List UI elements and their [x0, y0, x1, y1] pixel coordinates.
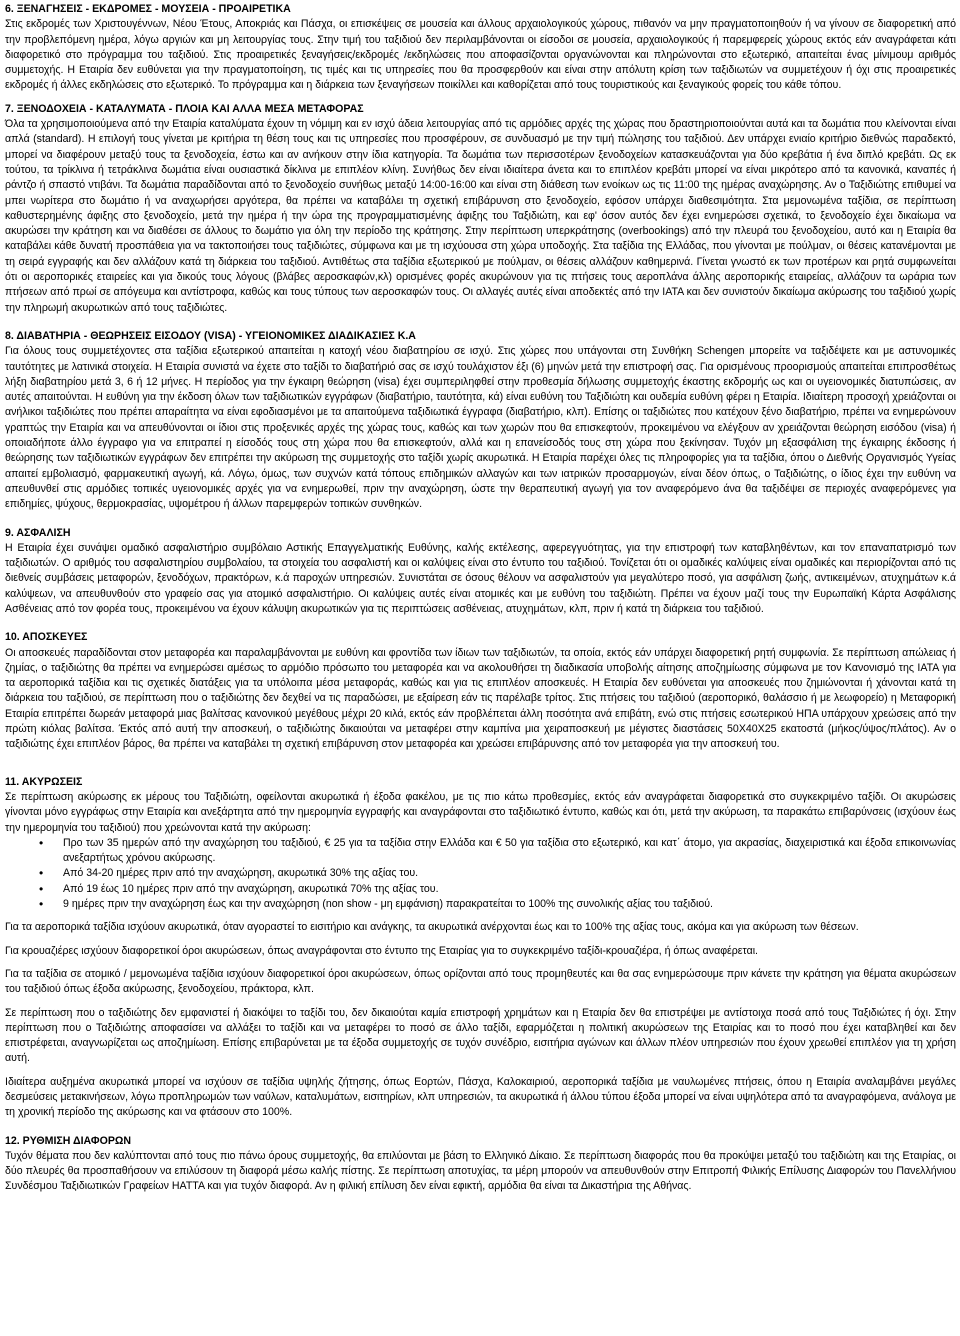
section-12-title: 12. ΡΥΘΜΙΣΗ ΔΙΑΦΟΡΩΝ	[5, 1134, 132, 1147]
section-12-text: Τυχόν θέματα που δεν καλύπτονται από τους πιο πάνω όρους συμμετοχής, θα επιλύονται με βάση το Ελληνικό Δίκαιο. Σε περίπτωση διαφοράς που θα προκύψει μεταξύ του ταξιδιώτη και της Εταιρίας, οι δύο πλευρές θα προσπαθήσουν να επιλύσουν τη διαφορά μέσω καλής πίστης. Σε περίπτωση αποτυχίας, τα μέρη μπορούν να απευθυνθούν στην Επιτροπή Φιλικής Επίλυσης Διαφορών του Πανελλήνιου Συνδέσμου Ταξιδιωτικών Γραφείων ΗΑΤΤΑ και για τυχόν διαφορά. Αν η φιλική επίλυση δεν είναι εφικτή, αρμόδια θα είναι τα Δικαστήρια της Αθήνας.	[5, 1149, 956, 1193]
section-7-text: Όλα τα χρησιμοποιούμενα από την Εταιρία καταλύματα έχουν τη νόμιμη και εν ισχύ άδεια λειτουργίας από τις αρμόδιες αρχές της χώρας που δραστηριοποιούνται αυτά και τα δωμάτια που κλείνονται είναι απλά (standard). Η επιλογή τους γίνεται με κριτήρια τη θέση τους και τις υπηρεσίες που προσφέρουν, σε συνδυασμό με την τιμή πώλησης του ταξιδιού. Δεν υπάρχει ενιαίο κριτήριο διεθνώς παραδεκτό, μπορεί να διαφέρουν μεταξύ τους τα ξενοδοχεία, έστω και αν ανήκουν στην ίδια κατηγορία. Τα δωμάτια των περισσοτέρων ξενοδοχείων κατασκευάζονται για δύο κρεβάτια ή ένα διπλό κρεβάτι. Ως εκ τούτου, τα τρίκλινα ή τετράκλινα δωμάτια είναι ουσιαστικά δίκλινα με επιπλέον κλίνη. Συνήθως δεν είναι ιδιαίτερα άνετα και το επιπλέον κρεβάτι μπορεί να είναι μικρότερο από τα κανονικά, καναπές ή ράντζο ή σπαστό ντιβάνι. Τα δωμάτια παραδίδονται από το ξενοδοχείο συνήθως μεταξύ 14:00-16:00 και είναι στη διάθεση των ενοίκων ως τις 11:00 της ημέρας αναχώρησης. Αν ο Ταξιδιώτης επιθυμεί να μπει νωρίτερα στο δωμάτιο ή να αναχωρήσει αργότερα, θα πρέπει να καταβάλει τη σχετική επιβάρυνση στο ξενοδοχείο, εφόσον υπάρχει διαθεσιμότητα. Στα μεμονωμένα ταξίδια, σε περίπτωση καθυστερημένης άφιξης στο ξενοδοχείο, μετά την ημέρα ή την ώρα της προγραμματισμένης άφιξης του Ταξιδιώτη, και εφ' όσον αυτός δεν έχει ενημερώσει σχετικά, το ξενοδοχείο έχει δικαίωμα να ακυρώσει την κράτηση και να διαθέσει σε άλλους το δωμάτιο για όλη την περίοδο της κράτησης. Στην περίπτωση υπερκράτησης (overbookings) από την πλευρά του ξενοδοχείου, αυτό και η Εταιρία θα καταβάλει κάθε δυνατή προσπάθεια για να τακτοποιήσει τους ταξιδιώτες, σύμφωνα και με τη ισχύουσα στη χώρα υποδοχής. Στα ταξίδια της Ελλάδας, που γίνονται με πούλμαν, οι θέσεις κατανέμονται με τη σειρά εγγραφής και δεν αλλάζουν κατά τη διάρκεια του ταξιδιού. Αντιθέτως στα ταξίδια εξωτερικού με πούλμαν, οι θέσεις αλλάζουν καθημερινά. Γίνεται γνωστό εκ των προτέρων και ρητά συμφωνείται ότι οι αεροπορικές εταιρείες και για δικούς τους λόγους (βλάβες αεροσκαφών,κλ) ορισμένες φορές ακυρώνουν για τις πτήσεις τους αεροπλάνα άλλης αεροπορικής εταιρείας, αλλάζουν τα ωράρια των πτήσεων από πρωί σε απόγευμα και αντίστροφα, καθώς και τους τύπους των αεροσκαφών τους. Οι αλλαγές αυτές είναι αποδεκτές από την ΙΑΤΑ και δεν συνιστούν δικαίωμα ακύρωσης του ταξιδιού χωρίς την πληρωμή ακυρωτικών από τους ταξιδιώτες.	[5, 118, 956, 314]
section-10-text: Οι αποσκευές παραδίδονται στον μεταφορέα και παραλαμβάνονται με ευθύνη και φροντίδα των ίδιων των ταξιδιωτών, τα οποία, εκτός εάν υπάρχει διαφορετική ρητή συμφωνία. Σε περίπτωση απώλειας ή ζημίας, ο ταξιδιώτης θα πρέπει να ενημερώσει αμέσως το αρμόδιο πρόσωπο του μεταφορέα και να ακολουθήσει τη διαδικασία υποβολής αίτησης αποζημίωσης σύμφωνα με τον Κανονισμό της ΙΑΤΑ για τα αεροπορικά ταξίδια και τις σχετικές διατάξεις για τα υπόλοιπα μέσα μεταφοράς, καθώς και για τις επιπλέον αποσκευές. Η Εταιρία δεν ευθύνεται για αποσκευές που ζημιώνονται ή χάνονται κατά τη διάρκεια του ταξιδιού, σε περίπτωση που ο ταξιδιώτης δεν δεχθεί να τις παραδώσει, με εξαίρεση εάν τις παρέλαβε τρίτος. Στις πτήσεις του ταξιδιού (αεροπορικό, θαλάσσιο ή με λεωφορείο) η Μεταφορική Εταιρία επιτρέπει δωρεάν μεταφορά μιας βαλίτσας κανονικού μεγέθους μέχρι 20 κιλά, εκτός εάν προβλέπεται άλλη ποσότητα ανά επιβάτη, ενώ στις πτήσεις εσωτερικού ΗΠΑ υπάρχουν χρεώσεις από την πρώτη κιόλας βαλίτσα. Έκτός από αυτή την αποσκευή, ο ταξιδιώτης δικαιούται να μεταφέρει στην καμπίνα μια χειραποσκευή με μέγιστες διαστάσεις 50Χ40Χ25 εκατοστά (μήκος/ύψος/πλάτος). Αν ο ταξιδιώτης έχει επιπλέον βάρος, θα πρέπει να καταβάλει τη σχετική επιβάρυνση στον μεταφορέα και χρεώσει επιβάρυνσης από τον μεταφορέα για την αποσκευή του.	[5, 646, 956, 751]
list-item: • Προ των 35 ημερών από την αναχώρηση του ταξιδιού, € 25 για τα ταξίδια στην Ελλάδα και € 50 για ταξίδια στο εξωτερικό, και κατ΄ άτομο, για ακρασίας, διαχειριστικά και έξοδα επικοινωνίας ανεξαρτήτως χρόνου ακύρωσης.	[63, 836, 956, 867]
section-11-noshow-text: Σε περίπτωση που ο ταξιδιώτης δεν εμφανιστεί ή διακόψει το ταξίδι του, δεν δικαιούται καμία επιστροφή χρημάτων και η Εταιρία δεν θα επιστρέψει με αντίστοιχα ποσά από τους Ταξιδιώτες ή όχι. Στην περίπτωση που ο Ταξιδιώτης αποφασίσει να αλλάξει το ταξίδι και να μεταφέρει το ποσό σε άλλο ταξίδι, εφαρμόζεται η πολιτική ακυρώσεων της Εταιρίας και το ποσό που έχει καταβληθεί και δεν επιστρέφεται, αναγνωρίζεται ως αποζημίωση. Επίσης επιβαρύνεται με τα έξοδα συμμετοχής σε τυχόν συνέδριο, εισιτήρια αγώνων και άλλων πλέον υπηρεσιών που έχουν χρεωθεί επιπλέον για τη χρήση αυτή.	[5, 1006, 956, 1065]
section-6-text: Στις εκδρομές των Χριστουγέννων, Νέου Έτους, Αποκριάς και Πάσχα, οι επισκέψεις σε μουσεία και άλλους αρχαιολογικούς χώρους, πιθανόν να μην πραγματοποιηθούν ή να γίνουν σε διαφορετική από την προβλεπόμενη ημέρα, λόγω αργιών και μη λειτουργίας τους. Στην τιμή του ταξιδιού δεν περιλαμβάνονται οι είσοδοι σε μουσεία, αρχαιολογικούς ή παρεμφερείς χώρους εκτός εάν αναγράφεται κάτι διαφορετικό στο πρόγραμμα του ταξιδιού. Στις προαιρετικές ξεναγήσεις/εκδρομές /εκδηλώσεις που αποφασίζονται οργανώνονται και πληρώνονται στο εξωτερικό, απαιτείται ένας μίνιμουμ αριθμός συμμετοχής. Η Εταιρία δεν ευθύνεται για την πραγματοποίηση, τις τιμές και τις υπηρεσίες που θα προσφερθούν και είναι στην απόλυτη κρίση των ταξιδιωτών να συμμετέχουν ή όχι στις προαιρετικές εκδρομές ή άλλες εκδηλώσεις στο εξωτερικό. Το πρόγραμμα και η διάρκεια των ξεναγήσεων ποικίλλει και καθορίζεται από τους τουριστικούς και ξεναγικούς φορείς του κάθε τόπου.	[5, 18, 956, 92]
section-7-title: 7. ΞΕΝΟΔΟΧΕΙΑ - ΚΑΤΑΛΥΜΑΤΑ - ΠΛΟΙΑ ΚΑΙ ΑΛΛΑ ΜΕΣΑ ΜΕΤΑΦΟΡΑΣ	[5, 102, 364, 115]
list-item: • Από 34-20 ημέρες πριν από την αναχώρηση, ακυρωτικά 30% της αξίας του.	[63, 866, 956, 881]
section-10-title: 10. ΑΠΟΣΚΕΥΕΣ	[5, 631, 88, 644]
cancellation-terms-list	[5, 836, 956, 912]
section-8-text: Για όλους τους συμμετέχοντες στα ταξίδια εξωτερικού απαιτείται η κατοχή νέου διαβατηρίου σε ισχύ. Στις χώρες που υπάγονται στη Συνθήκη Schengen μπορείτε να ταξιδέψετε και με αστυνομικές ταυτότητες με λατινικά στοιχεία. Η Εταιρία συνιστά να έχετε στο ταξίδι το διαβατήριό σας σε ισχύ τουλάχιστον έξι (6) μηνών μετά την επιστροφή σας. Για ορισμένους προορισμούς απαιτείται επιπροσθέτως λήξη διαβατηρίου μετά 3, 6 ή 12 μήνες. Η περίοδος για την έγκαιρη θεώρηση (visa) έχει συμπεριληφθεί στην προθεσμία δήλωσης συμμετοχής έκαστης εκδρομής ως και οι υγειονομικές διατυπώσεις, αν αυτές απαιτούνται. Η ευθύνη για την έκδοση όλων των ταξιδιωτικών εγγράφων (διαβατήριο, ταυτότητα, κά) είναι ευθύνη του Ταξιδιώτη και ουδεμία ευθύνη φέρει η Εταιρία. Ιδιαίτερη προσοχή χρειάζονται οι ανήλικοι ταξιδιώτες που πρέπει απαραίτητα να είναι εφοδιασμένοι με τα απαιτούμενα ταξιδιωτικά έγγραφα (διαβατήριο, κλπ). Επίσης οι ταξιδιώτες που κατέχουν ξένο διαβατήριο, πρέπει να ενημερώνουν γραπτώς την Εταιρία και να απευθύνονται οι ίδιοι στις προξενικές αρχές της χώρας τους, καθώς και των χωρών που θα επισκεφτούν, προκειμένου να ελέγξουν αν χρειάζονται θεώρηση εισόδου (visa) ή οποιαδήποτε άλλο έγγραφο για να επιτραπεί η είσοδός τους στη χώρα που θα επισκεφτούν, αλλά και η επανείσοδός τους στη χώρα που ξεκίνησαν. Τυχόν μη εξασφάλιση της έγκαιρης έκδοσης ή θεώρησης των ταξιδιωτικών εγγράφων δεν επιτρέπει την ακύρωση της συμμετοχής στο ταξίδι χωρίς ακυρωτικά. Η Εταιρία παρέχει όλες τις πληροφορίες για τα ταξίδια, όπου ο Διεθνής Οργανισμός Υγείας απαιτεί εμβολιασμό, φαρμακευτική αγωγή, κά. Λόγω, όμως, των συχνών κατά τόπους επιδημικών αλλαγών και των ιατρικών προσαρμογών, είναι δέον όπως, ο Ταξιδιώτης, ο ίδιος έχει την ευθύνη να απευθυνθεί στις αρμόδιες τοπικές υγειονομικές αρχές για να ενημερωθεί, πριν την αναχώρηση, ώστε την θεραπευτική αγωγή για τον αναφερόμενο άνα θα ταξιδέψει σε περιοχές αναφερόμενες για επιδημίες, ψύχους, θερμοκρασίας, υψομέτρου ή άλλων παρεμφερών τοπικών συνθηκών.	[5, 345, 956, 511]
section-11-title: 11. ΑΚΥΡΩΣΕΙΣ	[5, 775, 83, 788]
section-9-title: 9. ΑΣΦΑΛΙΣΗ	[5, 526, 71, 539]
section-6-title: 6. ΞΕΝΑΓΗΣΕΙΣ - ΕΚΔΡΟΜΕΣ - ΜΟΥΣΕΙΑ - ΠΡΟΑΙΡΕΤΙΚΑ	[5, 3, 291, 15]
section-11-peak-text: Ιδιαίτερα αυξημένα ακυρωτικά μπορεί να ισχύουν σε ταξίδια υψηλής ζήτησης, όπως Εορτών, Πάσχα, Καλοκαιριού, αεροπορικά ταξίδια με ναυλωμένες πτήσεις, όπου η Εταιρία αναλαμβάνει μεγάλες δεσμεύσεις μετακινήσεων, λόγω προπληρωμών των ναύλων, καταλυμάτων, εισιτηρίων, κλπ υπηρεσιών, τα ακυρωτικά ή άλλου τύπου έξοδα μπορεί να είναι υψηλότερα από τα αναγραφόμενα, ανάλογα με τη χρονική περίοδο της ακύρωσης και να φτάσουν στο 100%.	[5, 1075, 956, 1119]
section-11-cruise-text: Για κρουαζιέρες ισχύουν διαφορετικοί όροι ακυρώσεων, όπως αναγράφονται στο έντυπο της Εταιρίας για το συγκεκριμένο ταξίδι-κρουαζιέρα, ή όπως αναφέρεται.	[5, 944, 758, 957]
section-11-intro: Σε περίπτωση ακύρωσης εκ μέρους του Ταξιδιώτη, οφείλονται ακυρωτικά ή έξοδα φακέλου, με τις πιο κάτω προθεσμίες, εκτός εάν αναγράφεται διαφορετικά στο συγκεκριμένο ταξίδι. Οι ακυρώσεις γίνονται μόνο εγγράφως στην Εταιρία και ανεξάρτητα από την ημερομηνία εγγραφής και αναγράφονται στο ταξιδιωτικό έντυπο, καθώς και ότι, μετά την ακύρωση, τα παρακάτω επιβαρύνσεις (ισχύουν έως την ημερομηνία του ταξιδιού) που χρεώνονται κατά την ακύρωση:	[5, 790, 956, 834]
list-item: • Από 19 έως 10 ημέρες πριν από την αναχώρηση, ακυρωτικά 70% της αξίας του.	[63, 882, 956, 897]
section-9-text: Η Εταιρία έχει συνάψει ομαδικό ασφαλιστήριο συμβόλαιο Αστικής Επαγγελματικής Ευθύνης, καλής εκτέλεσης, αφερεγγυότητας, για την επιστροφή των καταβληθέντων, και τον επαναπατρισμό των ταξιδιωτών. Ο αριθμός του ασφαλιστηρίου συμβολαίου, τα στοιχεία του ασφαλιστή και οι καλύψεις είναι στο έντυπο του ταξιδιού. Τονίζεται ότι οι ομαδικές καλύψεις είναι ομαδικές και περιορίζονται από τις διεθνείς συμβάσεις μεταφορών, ξενοδόχων, πρακτόρων, κ.ά παροχών υπηρεσιών. Συνιστάται σε όσους θέλουν να ασφαλιστούν για μεγαλύτερο ποσό, για ασφάλιση ζωής, αντικειμένων, ατυχημάτων κ.ά καλύψεων, να απευθυνθούν στο γραφείο σας για ατομικό ασφαλιστήριο. Οι καλύψεις αυτές είναι ατομικές και με ευθύνη του ταξιδιώτη. Πρέπει να έχουν μαζί τους την Ευρωπαϊκή Κάρτα Ασφάλισης Ασθένειας από τον φορέα τους, προκειμένου να έχουν κάλυψη ακυρωτικών για τις περιπτώσεις ασθένειας, ατυχημάτων, κλπ, πριν ή κατά τη διάρκεια του ταξιδιού.	[5, 541, 956, 615]
section-11-airfare-text: Για τα αεροπορικά ταξίδια ισχύουν ακυρωτικά, όταν αγοραστεί το εισιτήριο και ανάγκης, τα ακυρωτικά ανέρχονται έως και το 100% της αξίας τους, ακόμα και για ακύρωση των θέσεων.	[5, 921, 859, 934]
section-11-individual-text: Για τα ταξίδια σε ατομικό / μεμονωμένα ταξίδια ισχύουν διαφορετικοί όροι ακυρώσεων, όπως ορίζονται από τους προμηθευτές και θα σας ενημερώσουμε πριν κάνετε την κράτηση για θέματα ακυρώσεων του ταξιδιού όπως έξοδα ακύρωσης, ξενοδοχείου, πράκτορα, κλπ.	[5, 967, 956, 996]
list-item: • 9 ημέρες πριν την αναχώρηση έως και την αναχώρηση (non show - μη εμφάνιση) παρακρατείται το 100% της συνολικής αξίας του ταξιδιού.	[63, 897, 956, 912]
section-8-title: 8. ΔΙΑΒΑΤΗΡΙΑ - ΘΕΩΡΗΣΕΙΣ ΕΙΣΟΔΟΥ (VISA) - ΥΓΕΙΟΝΟΜΙΚΕΣ ΔΙΑΔΙΚΑΣΙΕΣ Κ.Α	[5, 329, 416, 342]
